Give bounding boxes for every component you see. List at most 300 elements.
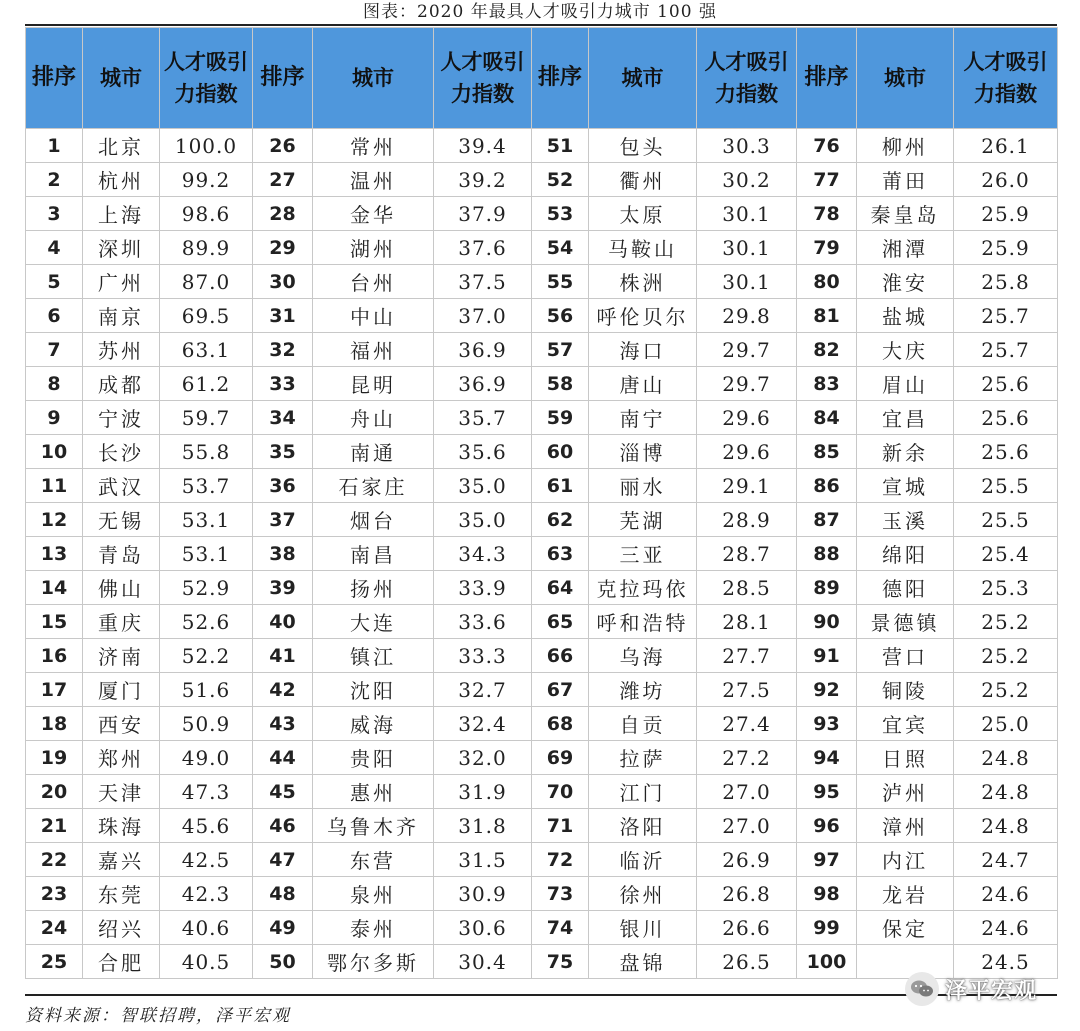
city-cell: 丽水 [589,469,697,503]
rank-cell: 30 [253,265,313,299]
rank-cell: 72 [532,843,589,877]
table-row [26,843,1058,877]
score-cell: 39.2 [434,163,532,197]
rank-cell: 92 [797,673,857,707]
city-cell: 南宁 [589,401,697,435]
score-cell: 40.5 [160,945,253,979]
score-cell: 30.3 [697,129,797,163]
city-cell: 呼伦贝尔 [589,299,697,333]
city-cell: 淄博 [589,435,697,469]
rank-cell: 20 [26,775,83,809]
rank-cell: 32 [253,333,313,367]
rank-cell: 36 [253,469,313,503]
city-cell: 南京 [83,299,160,333]
score-cell: 32.0 [434,741,532,775]
city-cell: 新余 [857,435,954,469]
score-cell: 24.7 [954,843,1058,877]
score-cell: 27.7 [697,639,797,673]
city-cell: 泰州 [313,911,434,945]
city-cell: 广州 [83,265,160,299]
rank-cell: 3 [26,197,83,231]
city-cell: 营口 [857,639,954,673]
score-cell: 34.3 [434,537,532,571]
city-cell: 柳州 [857,129,954,163]
rank-cell: 91 [797,639,857,673]
badge-label: 泽平宏观 [945,978,1038,1004]
city-cell: 景德镇 [857,605,954,639]
source-note: 资料来源：智联招聘，泽平宏观 [25,1006,291,1026]
rank-cell: 51 [532,129,589,163]
city-cell: 苏州 [83,333,160,367]
city-cell: 德阳 [857,571,954,605]
city-cell: 内江 [857,843,954,877]
rank-cell: 82 [797,333,857,367]
city-cell: 宣城 [857,469,954,503]
rank-cell: 74 [532,911,589,945]
city-cell: 深圳 [83,231,160,265]
header-score: 人才吸引力指数 [697,28,797,129]
city-cell: 南昌 [313,537,434,571]
city-cell: 宁波 [83,401,160,435]
rank-cell: 53 [532,197,589,231]
city-cell: 玉溪 [857,503,954,537]
city-cell: 乌海 [589,639,697,673]
city-cell: 自贡 [589,707,697,741]
city-cell: 绵阳 [857,537,954,571]
city-cell: 杭州 [83,163,160,197]
city-cell: 鄂尔多斯 [313,945,434,979]
score-cell: 32.4 [434,707,532,741]
score-cell: 40.6 [160,911,253,945]
city-cell: 北京 [83,129,160,163]
score-cell: 53.1 [160,537,253,571]
rank-cell: 64 [532,571,589,605]
score-cell: 69.5 [160,299,253,333]
table-row [26,911,1058,945]
header-score: 人才吸引力指数 [160,28,253,129]
city-cell: 徐州 [589,877,697,911]
score-cell: 29.6 [697,401,797,435]
rank-cell: 61 [532,469,589,503]
score-cell: 26.6 [697,911,797,945]
score-cell: 52.2 [160,639,253,673]
rank-cell: 89 [797,571,857,605]
rank-cell: 2 [26,163,83,197]
city-cell: 青岛 [83,537,160,571]
city-cell: 泉州 [313,877,434,911]
score-cell: 26.9 [697,843,797,877]
rank-cell: 71 [532,809,589,843]
score-cell: 42.3 [160,877,253,911]
rank-cell: 12 [26,503,83,537]
city-cell: 芜湖 [589,503,697,537]
header-city: 城市 [589,28,697,129]
score-cell: 53.1 [160,503,253,537]
score-cell: 89.9 [160,231,253,265]
score-cell: 25.2 [954,673,1058,707]
rank-cell: 58 [532,367,589,401]
rank-cell: 67 [532,673,589,707]
table-row [26,605,1058,639]
rank-cell: 48 [253,877,313,911]
rank-cell: 4 [26,231,83,265]
header-rank: 排序 [797,28,857,129]
score-cell: 31.5 [434,843,532,877]
score-cell: 24.8 [954,775,1058,809]
score-cell: 24.5 [954,945,1058,979]
rank-cell: 88 [797,537,857,571]
rank-cell: 86 [797,469,857,503]
score-cell: 29.7 [697,333,797,367]
city-cell: 泸州 [857,775,954,809]
city-cell: 盘锦 [589,945,697,979]
city-cell: 马鞍山 [589,231,697,265]
city-cell: 秦皇岛 [857,197,954,231]
table-row [26,197,1058,231]
rank-cell: 42 [253,673,313,707]
table-row [26,945,1058,979]
table-row [26,401,1058,435]
rank-cell: 39 [253,571,313,605]
rank-cell: 19 [26,741,83,775]
rank-cell: 8 [26,367,83,401]
score-cell: 26.8 [697,877,797,911]
city-cell: 银川 [589,911,697,945]
rank-cell: 46 [253,809,313,843]
wechat-account-badge [905,972,1037,1006]
score-cell: 59.7 [160,401,253,435]
score-cell: 26.5 [697,945,797,979]
bottom-divider [25,994,1057,996]
score-cell: 25.6 [954,367,1058,401]
score-cell: 35.7 [434,401,532,435]
score-cell: 33.6 [434,605,532,639]
header-rank: 排序 [253,28,313,129]
score-cell: 47.3 [160,775,253,809]
city-cell: 台州 [313,265,434,299]
rank-cell: 69 [532,741,589,775]
score-cell: 30.6 [434,911,532,945]
city-cell: 衢州 [589,163,697,197]
city-cell: 大连 [313,605,434,639]
rank-cell: 1 [26,129,83,163]
city-cell: 拉萨 [589,741,697,775]
top-divider [25,24,1057,26]
score-cell: 25.7 [954,299,1058,333]
rank-cell: 76 [797,129,857,163]
city-cell: 贵阳 [313,741,434,775]
rank-cell: 56 [532,299,589,333]
city-cell: 长沙 [83,435,160,469]
city-cell: 包头 [589,129,697,163]
score-cell: 29.1 [697,469,797,503]
ranking-table [25,27,1058,979]
score-cell: 25.6 [954,435,1058,469]
rank-cell: 35 [253,435,313,469]
city-cell: 南通 [313,435,434,469]
city-cell: 铜陵 [857,673,954,707]
city-cell: 西安 [83,707,160,741]
rank-cell: 11 [26,469,83,503]
rank-cell: 87 [797,503,857,537]
score-cell: 35.0 [434,469,532,503]
city-cell: 三亚 [589,537,697,571]
score-cell: 27.4 [697,707,797,741]
city-cell: 湖州 [313,231,434,265]
city-cell: 镇江 [313,639,434,673]
city-cell: 海口 [589,333,697,367]
rank-cell: 66 [532,639,589,673]
city-cell: 武汉 [83,469,160,503]
city-cell: 郑州 [83,741,160,775]
score-cell: 25.4 [954,537,1058,571]
city-cell: 克拉玛依 [589,571,697,605]
city-cell: 保定 [857,911,954,945]
rank-cell: 28 [253,197,313,231]
city-cell: 成都 [83,367,160,401]
city-cell: 宜昌 [857,401,954,435]
table-row [26,163,1058,197]
city-cell: 惠州 [313,775,434,809]
header-city: 城市 [857,28,954,129]
city-cell: 嘉兴 [83,843,160,877]
header-rank: 排序 [532,28,589,129]
city-cell: 呼和浩特 [589,605,697,639]
page-title: 图表：2020 年最具人才吸引力城市 100 强 [363,2,717,22]
score-cell: 24.8 [954,809,1058,843]
rank-cell: 65 [532,605,589,639]
score-cell: 25.9 [954,231,1058,265]
city-cell: 江门 [589,775,697,809]
table-row [26,877,1058,911]
table-row [26,231,1058,265]
city-cell: 常州 [313,129,434,163]
header-city: 城市 [313,28,434,129]
score-cell: 33.9 [434,571,532,605]
rank-cell: 62 [532,503,589,537]
city-cell: 昆明 [313,367,434,401]
score-cell: 25.2 [954,639,1058,673]
score-cell: 55.8 [160,435,253,469]
city-cell: 厦门 [83,673,160,707]
table-row [26,469,1058,503]
rank-cell: 95 [797,775,857,809]
rank-cell: 23 [26,877,83,911]
rank-cell: 68 [532,707,589,741]
score-cell: 25.0 [954,707,1058,741]
city-cell: 烟台 [313,503,434,537]
score-cell: 50.9 [160,707,253,741]
score-cell: 35.0 [434,503,532,537]
city-cell: 株洲 [589,265,697,299]
table-row [26,775,1058,809]
score-cell: 61.2 [160,367,253,401]
rank-cell: 47 [253,843,313,877]
rank-cell: 75 [532,945,589,979]
rank-cell: 38 [253,537,313,571]
score-cell: 25.8 [954,265,1058,299]
city-cell: 石家庄 [313,469,434,503]
rank-cell: 54 [532,231,589,265]
city-cell: 重庆 [83,605,160,639]
rank-cell: 85 [797,435,857,469]
score-cell: 52.6 [160,605,253,639]
table-row [26,571,1058,605]
score-cell: 99.2 [160,163,253,197]
rank-cell: 84 [797,401,857,435]
wechat-icon [905,972,939,1006]
city-cell: 合肥 [83,945,160,979]
rank-cell: 16 [26,639,83,673]
rank-cell: 17 [26,673,83,707]
table-row [26,809,1058,843]
city-cell: 福州 [313,333,434,367]
rank-cell: 26 [253,129,313,163]
rank-cell: 83 [797,367,857,401]
city-cell: 无锡 [83,503,160,537]
score-cell: 36.9 [434,367,532,401]
score-cell: 27.2 [697,741,797,775]
city-cell: 太原 [589,197,697,231]
score-cell: 31.8 [434,809,532,843]
score-cell: 28.1 [697,605,797,639]
rank-cell: 63 [532,537,589,571]
rank-cell: 29 [253,231,313,265]
score-cell: 37.9 [434,197,532,231]
rank-cell: 9 [26,401,83,435]
score-cell: 25.5 [954,503,1058,537]
rank-cell: 24 [26,911,83,945]
score-cell: 35.6 [434,435,532,469]
score-cell: 33.3 [434,639,532,673]
rank-cell: 27 [253,163,313,197]
table-row [26,333,1058,367]
rank-cell: 7 [26,333,83,367]
score-cell: 30.1 [697,197,797,231]
score-cell: 30.9 [434,877,532,911]
score-cell: 29.8 [697,299,797,333]
score-cell: 28.5 [697,571,797,605]
city-cell: 唐山 [589,367,697,401]
rank-cell: 60 [532,435,589,469]
rank-cell: 15 [26,605,83,639]
score-cell: 26.0 [954,163,1058,197]
rank-cell: 10 [26,435,83,469]
score-cell: 29.6 [697,435,797,469]
rank-cell: 31 [253,299,313,333]
score-cell: 28.7 [697,537,797,571]
rank-cell: 79 [797,231,857,265]
rank-cell: 37 [253,503,313,537]
score-cell: 98.6 [160,197,253,231]
rank-cell: 13 [26,537,83,571]
table-row [26,299,1058,333]
score-cell: 25.2 [954,605,1058,639]
city-cell: 济南 [83,639,160,673]
rank-cell: 70 [532,775,589,809]
score-cell: 49.0 [160,741,253,775]
city-cell: 盐城 [857,299,954,333]
table-row [26,741,1058,775]
score-cell: 87.0 [160,265,253,299]
city-cell: 乌鲁木齐 [313,809,434,843]
city-cell: 潍坊 [589,673,697,707]
table-row [26,367,1058,401]
rank-cell: 22 [26,843,83,877]
city-cell: 珠海 [83,809,160,843]
table-row [26,435,1058,469]
city-cell: 湘潭 [857,231,954,265]
header-city: 城市 [83,28,160,129]
score-cell: 52.9 [160,571,253,605]
score-cell: 26.1 [954,129,1058,163]
rank-cell: 18 [26,707,83,741]
rank-cell: 97 [797,843,857,877]
city-cell: 东营 [313,843,434,877]
rank-cell: 77 [797,163,857,197]
rank-cell: 99 [797,911,857,945]
city-cell: 金华 [313,197,434,231]
score-cell: 39.4 [434,129,532,163]
city-cell: 绍兴 [83,911,160,945]
score-cell: 53.7 [160,469,253,503]
rank-cell: 57 [532,333,589,367]
table-row [26,503,1058,537]
score-cell: 27.5 [697,673,797,707]
score-cell: 31.9 [434,775,532,809]
city-cell: 舟山 [313,401,434,435]
score-cell: 24.6 [954,877,1058,911]
score-cell: 27.0 [697,775,797,809]
score-cell: 24.8 [954,741,1058,775]
table-row [26,537,1058,571]
score-cell: 25.7 [954,333,1058,367]
score-cell: 28.9 [697,503,797,537]
score-cell: 36.9 [434,333,532,367]
table-row [26,129,1058,163]
score-cell: 37.5 [434,265,532,299]
score-cell: 30.1 [697,265,797,299]
rank-cell: 25 [26,945,83,979]
score-cell: 25.5 [954,469,1058,503]
rank-cell: 52 [532,163,589,197]
city-cell: 龙岩 [857,877,954,911]
city-cell: 沈阳 [313,673,434,707]
rank-cell: 55 [532,265,589,299]
score-cell: 27.0 [697,809,797,843]
rank-cell: 5 [26,265,83,299]
rank-cell: 50 [253,945,313,979]
city-cell: 威海 [313,707,434,741]
score-cell: 37.6 [434,231,532,265]
score-cell: 51.6 [160,673,253,707]
rank-cell: 94 [797,741,857,775]
rank-cell: 100 [797,945,857,979]
rank-cell: 80 [797,265,857,299]
city-cell: 上海 [83,197,160,231]
rank-cell: 49 [253,911,313,945]
city-cell: 扬州 [313,571,434,605]
header-rank: 排序 [26,28,83,129]
city-cell: 中山 [313,299,434,333]
city-cell: 眉山 [857,367,954,401]
rank-cell: 44 [253,741,313,775]
table-row [26,265,1058,299]
rank-cell: 43 [253,707,313,741]
rank-cell: 45 [253,775,313,809]
rank-cell: 14 [26,571,83,605]
rank-cell: 93 [797,707,857,741]
